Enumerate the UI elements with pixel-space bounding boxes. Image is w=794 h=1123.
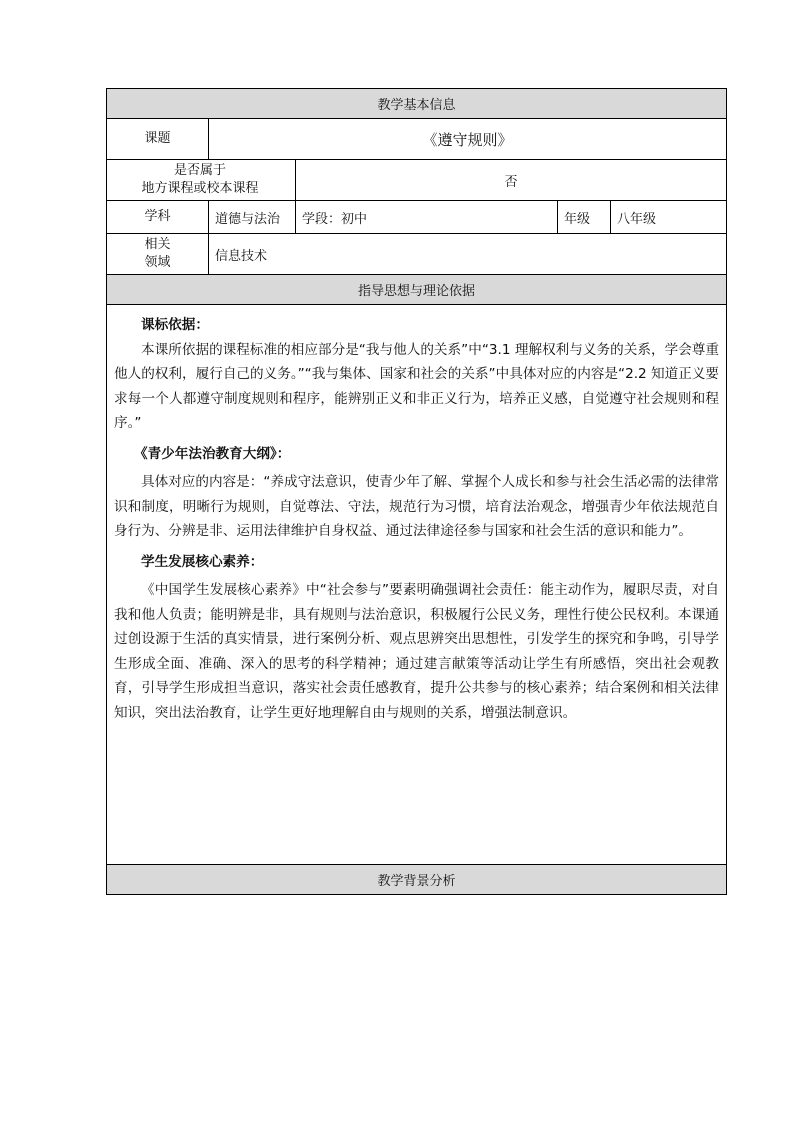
subject-label: 学科 (107, 201, 209, 234)
topic-label: 课题 (107, 119, 209, 160)
guiding-thought-body (107, 305, 727, 865)
field-label-line2: 领域 (144, 255, 171, 270)
core-literacy-text: 《中国学生发展核心素养》中“社会参与”要素明确强调社会责任：能主动作为，履职尽责，对自我和他人负责；能明辨是非，具有规则与法治意识，积极履行公民义务，理性行使公民权利。本课通过创设源于生活的真实情景，进行案例分析、观点思辨突出思想性，引发学生的探究和争鸣，引导学生形成全面、准确、深入的思考的科学精神；通过建言献策等活动让学生有所感悟，突出社会观教育，引导学生形成担当意识，落实社会责任感教育，提升公共参与的核心素养；结合案例和相关法律知识，突出法治教育，让学生更好地理解自由与规则的关系，增强法制意识。 (114, 582, 720, 721)
lesson-info-table (106, 88, 727, 895)
curriculum-standard-text: 本课所依据的课程标准的相应部分是“我与他人的关系”中“3.1 理解权利与义务的关系，学会尊重他人的权利，履行自己的义务。”“我与集体、国家和社会的关系”中具体对应的内容是“2.2 知道正义要求每一个人都遵守制度规则和程序，能辨别正义和非正义行为，培养正义感，自觉遵守社会规则和程序。” (114, 341, 720, 431)
curriculum-standard-heading: 课标依据： (141, 317, 209, 333)
core-literacy-heading: 学生发展核心素养： (141, 553, 264, 570)
grade-value: 八年级 (611, 201, 727, 234)
field-label-line1: 相关 (144, 237, 171, 252)
local-course-label (107, 160, 296, 201)
stage-value: 学段：初中 (296, 201, 558, 234)
grade-label: 年级 (558, 201, 611, 234)
lesson-plan-page (106, 88, 726, 895)
local-course-label-line2: 地方课程或校本课程 (141, 181, 259, 196)
teaching-background-header: 教学背景分析 (107, 865, 727, 895)
local-course-value: 否 (296, 160, 727, 201)
field-value: 信息技术 (209, 234, 727, 275)
basic-info-header: 教学基本信息 (107, 89, 727, 119)
legal-education-heading: 《青少年法治教育大纲》： (134, 445, 291, 462)
local-course-label-line1: 是否属于 (173, 163, 226, 178)
legal-education-text: 具体对应的内容是：“养成守法意识，使青少年了解、掌握个人成长和参与社会生活必需的法律常识和制度，明晰行为规则，自觉尊法、守法，规范行为习惯，培育法治观念，增强青少年依法规范自身行为、分辨是非、运用法律维护自身权益、通过法律途径参与国家和社会生活的意识和能力”。 (114, 474, 720, 539)
topic-value: 《遵守规则》 (209, 119, 727, 160)
field-label (107, 234, 209, 275)
subject-value: 道德与法治 (209, 201, 296, 234)
guiding-thought-header: 指导思想与理论依据 (107, 275, 727, 305)
